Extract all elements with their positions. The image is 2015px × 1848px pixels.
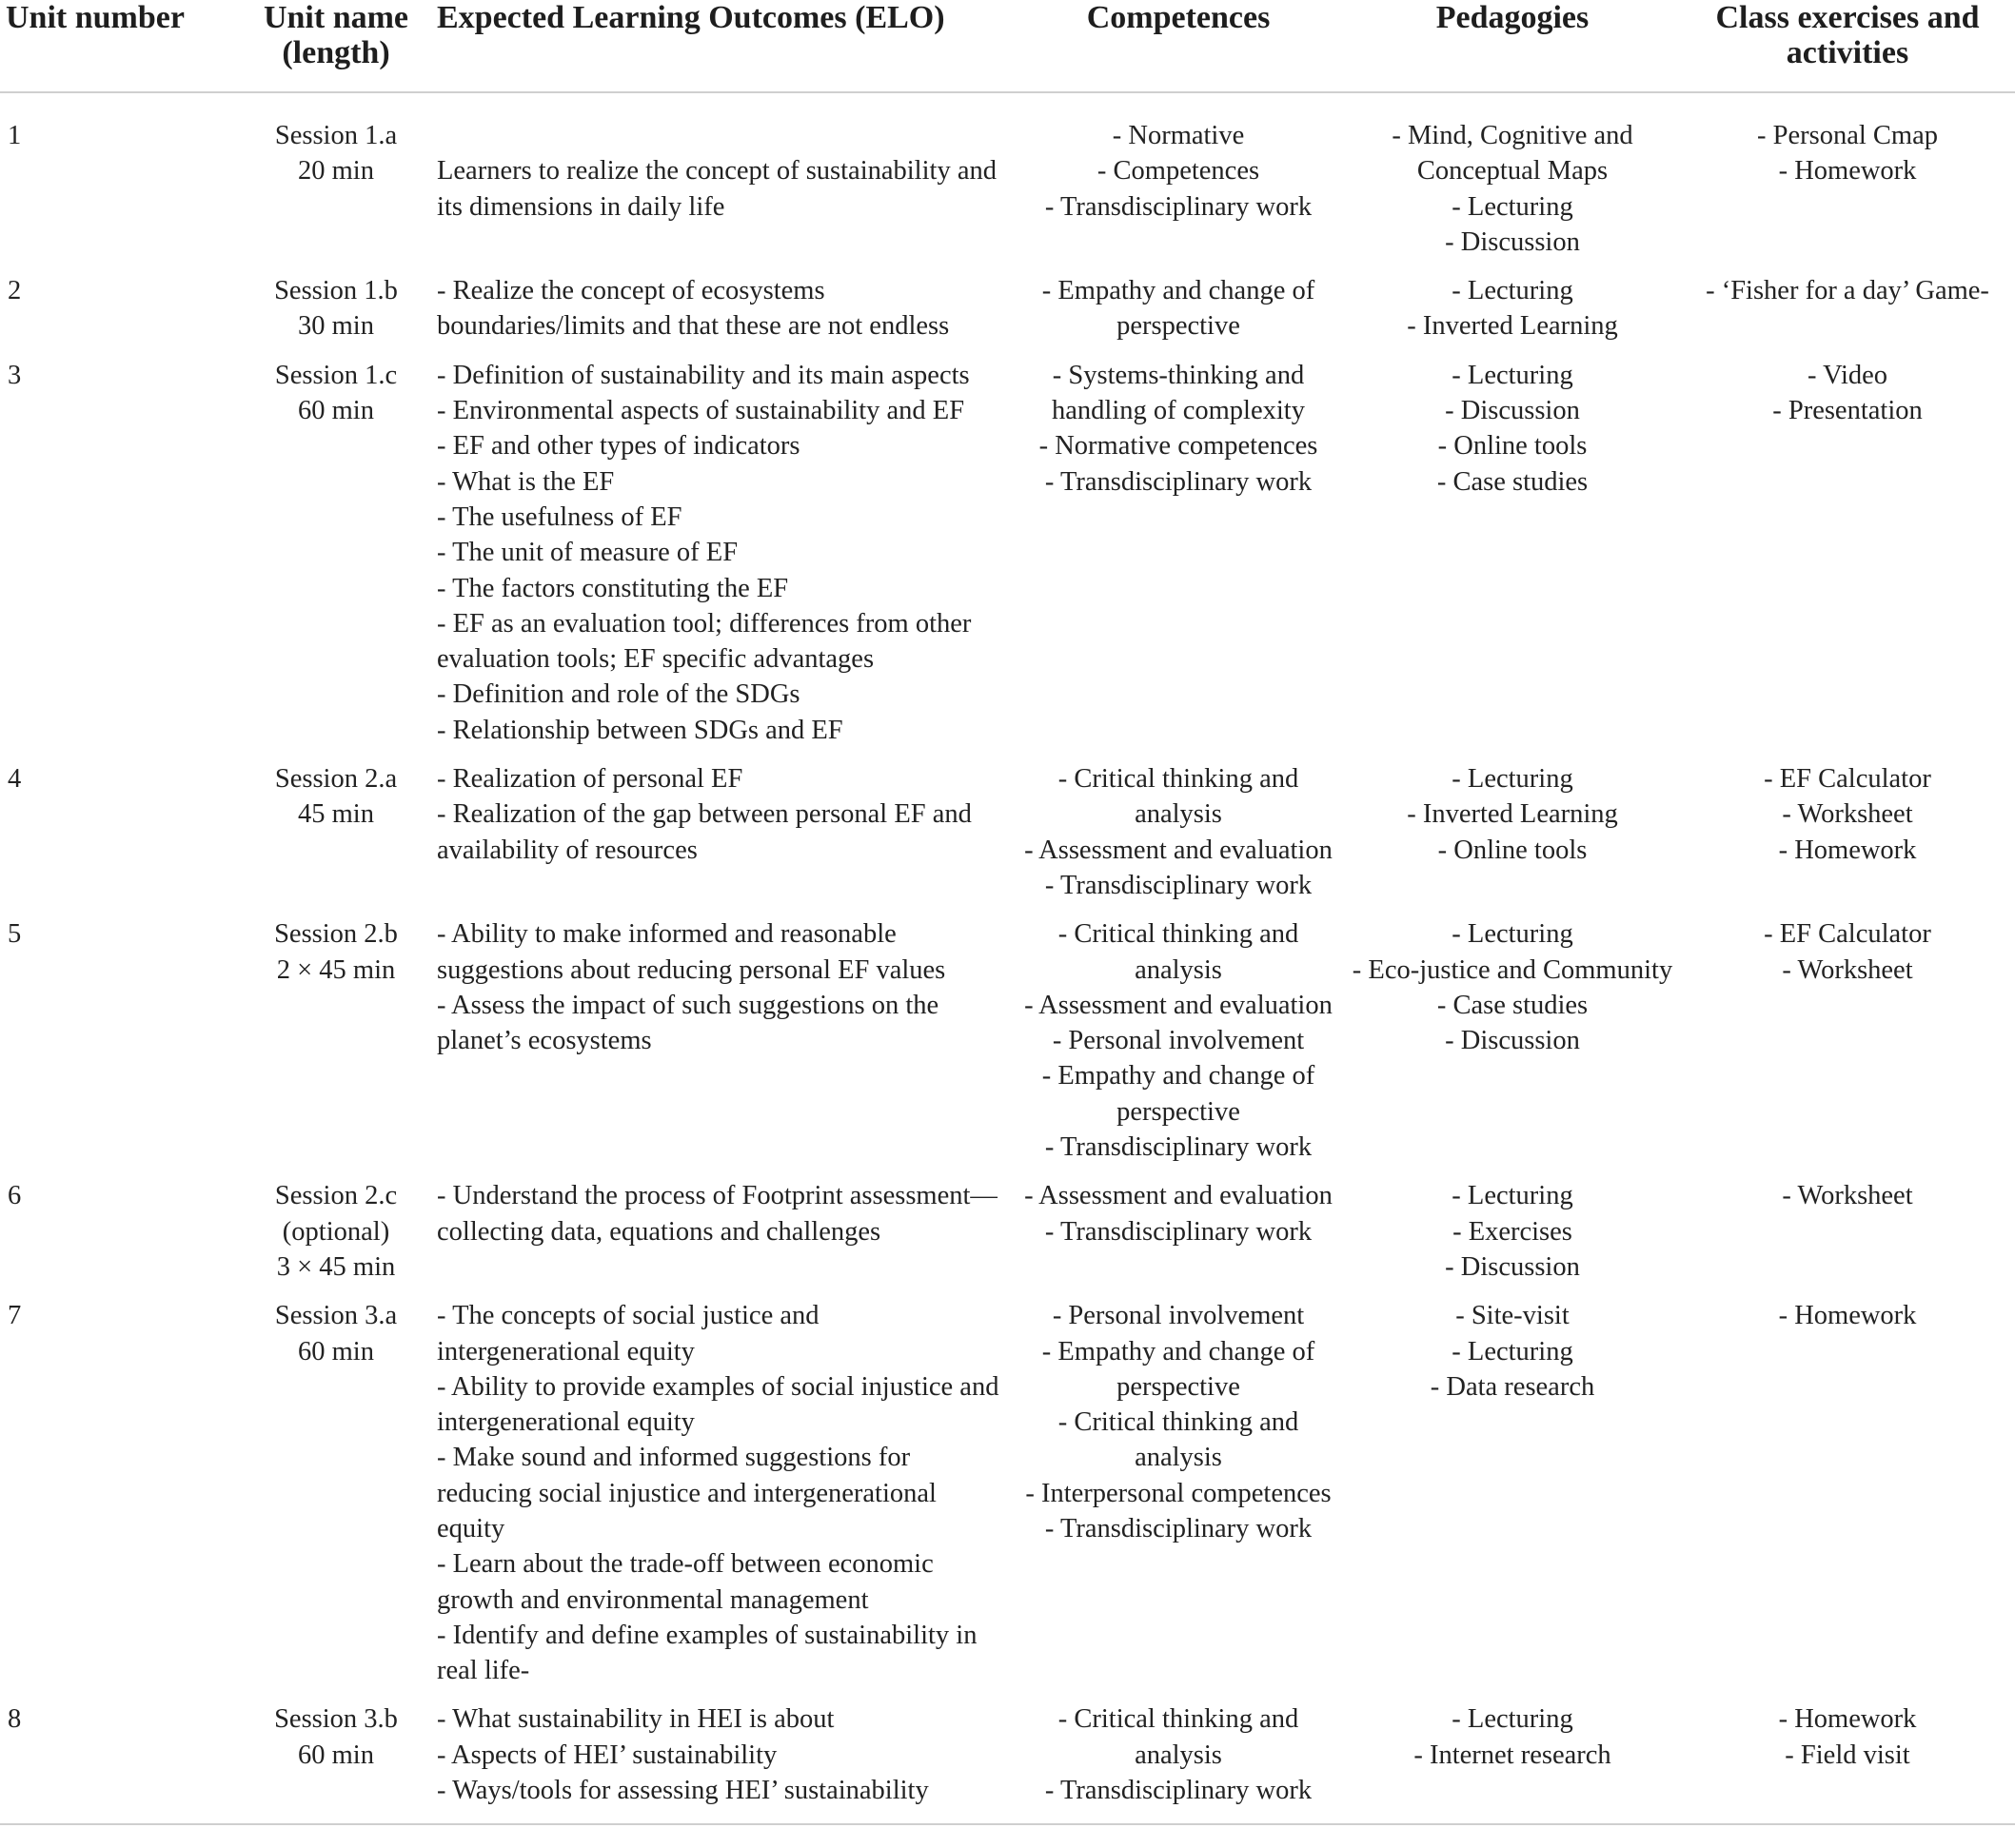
unit-number-cell: 1 (8, 121, 22, 150)
cell-line: Session 2.c (274, 1181, 398, 1211)
competences-cell (1012, 273, 1345, 358)
competences-cell (1012, 761, 1345, 916)
cell-line: 2 × 45 min (276, 954, 396, 985)
pedagogies-cell (1345, 1178, 1680, 1298)
cell-line: - Online tools (1437, 835, 1588, 865)
elo-cell (431, 916, 1012, 1178)
cell-line: - Case studies (1436, 990, 1589, 1020)
cell-line: - Competences (1096, 156, 1260, 187)
cell-line: - EF and other types of indicators (437, 431, 800, 462)
cell-line: Session 3.b (274, 1704, 398, 1735)
cell-line: - Ability to make informed and reasonable suggestions about reducing personal EF values (437, 919, 946, 985)
header-row (0, 0, 2015, 92)
cell-line: - Lecturing (1452, 764, 1573, 795)
cell-line: (optional) (282, 1216, 390, 1247)
cell-line: - Online tools (1437, 431, 1588, 462)
cell-line: - Systems-thinking and handling of complexity (1052, 360, 1305, 426)
cell-line: - Transdisciplinary work (1044, 1513, 1313, 1543)
cell-line: - Discussion (1445, 1026, 1580, 1056)
cell-line: - Inverted Learning (1407, 799, 1618, 830)
pedagogies-cell (1345, 916, 1680, 1178)
cell-line: - Critical thinking and analysis (1057, 1704, 1299, 1770)
cell-line: - Normative competences (1038, 431, 1318, 462)
cell-line: - Inverted Learning (1407, 311, 1618, 342)
elo-cell (431, 761, 1012, 916)
cell-line: - Normative (1112, 121, 1245, 150)
table-row (0, 358, 2015, 761)
table-row (0, 92, 2015, 273)
pedagogies-cell (1345, 273, 1680, 358)
cell-line: - Transdisciplinary work (1044, 870, 1313, 900)
cell-line: - Homework (1778, 1704, 1917, 1735)
cell-line: 20 min (298, 156, 374, 187)
pedagogies-cell (1345, 1298, 1680, 1701)
unit-name-cell (241, 92, 431, 273)
cell-line: - Worksheet (1782, 954, 1913, 985)
cell-line: - Assessment and evaluation (1024, 835, 1333, 865)
unit-number-cell: 4 (8, 764, 22, 795)
cell-line: - Empathy and change of perspective (1041, 1336, 1315, 1402)
cell-line: - Lecturing (1452, 276, 1573, 306)
cell-line: 45 min (298, 799, 374, 830)
table-row (0, 1298, 2015, 1701)
cell-line: Session 1.c (274, 360, 398, 390)
cell-line: 3 × 45 min (276, 1251, 396, 1282)
cell-line: - Learn about the trade-off between economic growth and environmental management (437, 1549, 934, 1615)
unit-name-cell (241, 1178, 431, 1298)
cell-line: - What is the EF (437, 466, 615, 497)
cell-line: - Interpersonal competences (1025, 1478, 1332, 1508)
unit-name-cell (241, 761, 431, 916)
cell-line: - Personal involvement (1052, 1301, 1305, 1331)
cell-line: - The usefulness of EF (437, 501, 682, 532)
activities-cell (1680, 1298, 2015, 1701)
header-unit-number: Unit number (0, 0, 241, 92)
cell-line: - Discussion (1445, 226, 1580, 257)
cell-line: - EF Calculator (1764, 764, 1931, 795)
cell-line: - Case studies (1436, 466, 1589, 497)
cell-line: - Video (1807, 360, 1888, 390)
cell-line: - Lecturing (1452, 1704, 1573, 1735)
cell-line: - Realize the concept of ecosystems boundaries/limits and that these are not endless (437, 276, 950, 342)
cell-line: - Exercises (1452, 1216, 1572, 1247)
cell-line: - Worksheet (1782, 1181, 1913, 1211)
cell-line: - Assessment and evaluation (1024, 990, 1333, 1020)
table-row (0, 1701, 2015, 1824)
table-header (0, 0, 2015, 92)
elo-cell (431, 273, 1012, 358)
cell-line: Learners to realize the concept of sustainability and its dimensions in daily life (437, 156, 997, 222)
cell-line: - Mind, Cognitive and Conceptual Maps (1392, 121, 1633, 187)
cell-line: - Discussion (1445, 396, 1580, 426)
cell-line: - ‘Fisher for a day’ Game- (1706, 276, 1989, 306)
elo-cell (431, 1178, 1012, 1298)
activities-cell (1680, 916, 2015, 1178)
cell-line: - Lecturing (1452, 191, 1573, 222)
header-unit-name: Unit name (length) (241, 0, 431, 92)
pedagogies-cell (1345, 92, 1680, 273)
elo-cell (431, 1701, 1012, 1824)
cell-line: 60 min (298, 396, 374, 426)
cell-line: - What sustainability in HEI is about (437, 1704, 835, 1735)
cell-line: - Assess the impact of such suggestions on the planet’s ecosystems (437, 990, 939, 1056)
competences-cell (1012, 1298, 1345, 1701)
cell-line: - The factors constituting the EF (437, 573, 789, 603)
cell-line: - Internet research (1413, 1740, 1611, 1770)
unit-name-cell (241, 273, 431, 358)
competences-cell (1012, 358, 1345, 761)
unit-number-cell: 3 (8, 360, 22, 390)
competences-cell (1012, 1178, 1345, 1298)
activities-cell (1680, 92, 2015, 273)
cell-line: - Lecturing (1452, 1181, 1573, 1211)
header-activities: Class exercises and activities (1680, 0, 2015, 92)
header-elo: Expected Learning Outcomes (ELO) (431, 0, 1012, 92)
competences-cell (1012, 916, 1345, 1178)
cell-line: - Definition and role of the SDGs (437, 679, 800, 710)
cell-line: - The concepts of social justice and intergenerational equity (437, 1301, 820, 1366)
cell-line: - Site-visit (1455, 1301, 1570, 1331)
unit-number-cell: 6 (8, 1181, 22, 1211)
cell-line: - Homework (1778, 835, 1917, 865)
competences-cell (1012, 92, 1345, 273)
cell-line: - EF Calculator (1764, 919, 1931, 950)
unit-name-cell (241, 1298, 431, 1701)
elo-cell (431, 1298, 1012, 1701)
cell-line: - Discussion (1445, 1251, 1580, 1282)
cell-line: 60 min (298, 1336, 374, 1366)
cell-line: - Definition of sustainability and its main aspects (437, 360, 970, 390)
cell-line: - Make sound and informed suggestions for reducing social injustice and intergenerational equity (437, 1443, 937, 1543)
cell-line: Session 2.b (274, 919, 398, 950)
unit-number-cell: 2 (8, 276, 22, 306)
cell-line (437, 118, 1006, 153)
cell-line: - Field visit (1785, 1740, 1910, 1770)
cell-line: - Critical thinking and analysis (1057, 764, 1299, 830)
cell-line: - Homework (1778, 1301, 1917, 1331)
elo-cell (431, 358, 1012, 761)
cell-line: - Eco-justice and Community (1352, 954, 1673, 985)
cell-line: Session 1.a (274, 121, 398, 150)
unit-name-cell (241, 1701, 431, 1824)
table-row (0, 273, 2015, 358)
activities-cell (1680, 273, 2015, 358)
activities-cell (1680, 1178, 2015, 1298)
pedagogies-cell (1345, 1701, 1680, 1824)
cell-line: - Understand the process of Footprint assessment—collecting data, equations and challenges (437, 1181, 998, 1247)
pedagogies-cell (1345, 761, 1680, 916)
cell-line: - Empathy and change of perspective (1041, 276, 1315, 342)
cell-line: - Transdisciplinary work (1044, 466, 1313, 497)
activities-cell (1680, 1701, 2015, 1824)
cell-line: - Data research (1430, 1371, 1595, 1402)
cell-line: - Aspects of HEI’ sustainability (437, 1740, 778, 1770)
cell-line: - Ability to provide examples of social injustice and intergenerational equity (437, 1371, 999, 1438)
competences-cell (1012, 1701, 1345, 1824)
elo-cell (431, 92, 1012, 273)
cell-line: - Identify and define examples of sustainability in real life- (437, 1620, 978, 1686)
header-competences: Competences (1012, 0, 1345, 92)
cell-line: 60 min (298, 1740, 374, 1770)
cell-line: - Worksheet (1782, 799, 1913, 830)
cell-line: 30 min (298, 311, 374, 342)
header-pedagogies: Pedagogies (1345, 0, 1680, 92)
cell-line: - Relationship between SDGs and EF (437, 715, 843, 745)
cell-line: Session 1.b (274, 276, 398, 306)
unit-name-cell (241, 916, 431, 1178)
cell-line: - Environmental aspects of sustainability and EF (437, 396, 965, 426)
pedagogies-cell (1345, 358, 1680, 761)
unit-number-cell: 5 (8, 919, 22, 950)
cell-line: - Critical thinking and analysis (1057, 1407, 1299, 1473)
table-row (0, 916, 2015, 1178)
cell-line: - Critical thinking and analysis (1057, 919, 1299, 985)
cell-line: - Presentation (1772, 396, 1923, 426)
unit-number-cell: 7 (8, 1301, 22, 1331)
cell-line: Session 2.a (274, 764, 398, 795)
cell-line: - The unit of measure of EF (437, 538, 739, 568)
cell-line: - Transdisciplinary work (1044, 1216, 1313, 1247)
unit-name-cell (241, 358, 431, 761)
cell-line: - Ways/tools for assessing HEI’ sustainability (437, 1776, 929, 1806)
cell-line: - Personal Cmap (1757, 121, 1938, 150)
activities-cell (1680, 761, 2015, 916)
unit-number-cell: 8 (0, 1701, 241, 1824)
activities-cell (1680, 358, 2015, 761)
cell-line: - Lecturing (1452, 1336, 1573, 1366)
table-body (0, 92, 2015, 1824)
cell-line: - Assessment and evaluation (1024, 1181, 1333, 1211)
cell-line: - Transdisciplinary work (1044, 1776, 1313, 1806)
cell-line: - Lecturing (1452, 360, 1573, 390)
cell-line: - Realization of the gap between personal EF and availability of resources (437, 799, 972, 865)
cell-line: - Homework (1778, 156, 1917, 187)
cell-line: - Transdisciplinary work (1044, 191, 1313, 222)
cell-line: Session 3.a (274, 1301, 398, 1331)
cell-line: - Personal involvement (1052, 1026, 1305, 1056)
cell-line: - Empathy and change of perspective (1041, 1061, 1315, 1127)
table-row (0, 761, 2015, 916)
cell-line: - Lecturing (1452, 919, 1573, 950)
cell-line: - Transdisciplinary work (1044, 1132, 1313, 1163)
cell-line: - Realization of personal EF (437, 764, 743, 795)
cell-line: - EF as an evaluation tool; differences from other evaluation tools; EF specific advantages (437, 608, 972, 675)
table-row (0, 1178, 2015, 1298)
